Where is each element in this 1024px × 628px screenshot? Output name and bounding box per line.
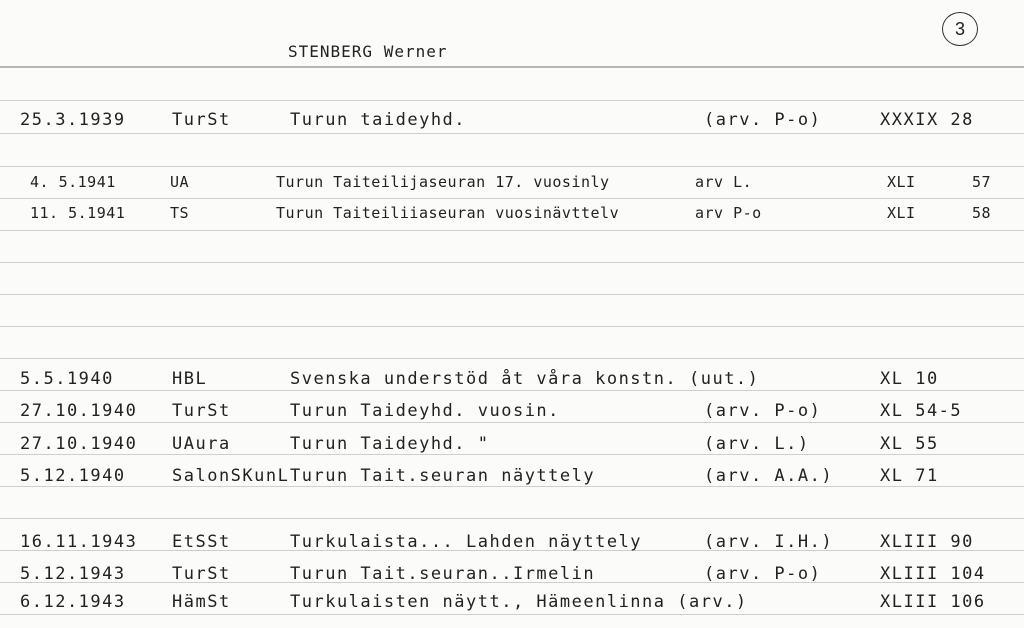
ruled-line [0,230,1024,231]
entry-note: (arv. I.H.) [704,532,834,552]
entry-title: Turun Taideyhd. vuosin. [290,401,560,421]
entry-page: 57 [972,173,992,191]
entry-date: 27.10.1940 [20,434,138,454]
entry-title: Turun Taiteilijaseuran 17. vuosinly [276,173,610,191]
entry-note: (arv. P-o) [704,110,822,130]
ruled-line [0,100,1024,101]
ruled-line [0,166,1024,167]
entry-ref: XLI [887,204,916,222]
page-number: 3 [954,18,965,39]
ruled-line [0,454,1024,455]
entry-note: (arv. A.A.) [704,466,834,486]
entry-date: 11. 5.1941 [30,204,126,222]
entry-title: Svenska understöd åt våra konstn. (uut.) [290,369,760,389]
entry-source: TS [170,204,190,222]
entry-ref: XL 55 [880,434,939,454]
entry-title: Turun Tait.seuran näyttely [290,466,596,486]
entry-title: Turkulaista... Lahden näyttely [290,532,643,552]
entry-source: SalonSKunL [172,466,290,486]
ruled-line [0,262,1024,263]
entry-ref: XL 54-5 [880,401,963,421]
entry-date: 4. 5.1941 [30,173,116,191]
entry-source: TurSt [172,110,231,130]
entry-page: 58 [972,204,992,222]
entry-note: (arv. P-o) [704,401,822,421]
header-rule [0,66,1024,68]
entry-source: TurSt [172,401,231,421]
ruled-line [0,518,1024,519]
entry-date: 5.12.1940 [20,466,126,486]
entry-date: 5.5.1940 [20,369,114,389]
entry-source: HämSt [172,592,231,612]
ruled-line [0,358,1024,359]
page-number-circle [942,12,978,46]
entry-date: 25.3.1939 [20,110,126,130]
entry-note: (arv. P-o) [704,564,822,584]
entry-date: 16.11.1943 [20,532,138,552]
entry-title: Turkulaisten näytt., Hämeenlinna (arv.) [290,592,748,612]
entry-ref: XLIII 104 [880,564,986,584]
entry-title: Turun taideyhd. [290,110,467,130]
entry-source: EtSSt [172,532,231,552]
entry-source: UAura [172,434,231,454]
ruled-line [0,133,1024,134]
entry-source: HBL [172,369,208,389]
entry-note: (arv. L.) [704,434,810,454]
ruled-line [0,326,1024,327]
entry-date: 27.10.1940 [20,401,138,421]
entry-ref: XLIII 90 [880,532,974,552]
entry-source: UA [170,173,190,191]
entry-source: TurSt [172,564,231,584]
entry-date: 5.12.1943 [20,564,126,584]
entry-title: Turun Tait.seuran..Irmelin [290,564,596,584]
card-name: STENBERG Werner [288,42,448,61]
entry-note: arv L. [695,173,753,191]
ruled-line [0,198,1024,199]
entry-ref: XL 71 [880,466,939,486]
ruled-line [0,614,1024,615]
entry-ref: XL 10 [880,369,939,389]
entry-ref: XLI [887,173,916,191]
entry-note: arv P-o [695,204,762,222]
entry-date: 6.12.1943 [20,592,126,612]
entry-ref: XLIII 106 [880,592,986,612]
ruled-line [0,390,1024,391]
entry-title: Turun Taideyhd. " [290,434,490,454]
ruled-line [0,486,1024,487]
entry-title: Turun Taiteiliiaseuran vuosinävttelv [276,204,620,222]
ruled-line [0,422,1024,423]
ruled-line [0,294,1024,295]
entry-ref: XXXIX 28 [880,110,974,130]
